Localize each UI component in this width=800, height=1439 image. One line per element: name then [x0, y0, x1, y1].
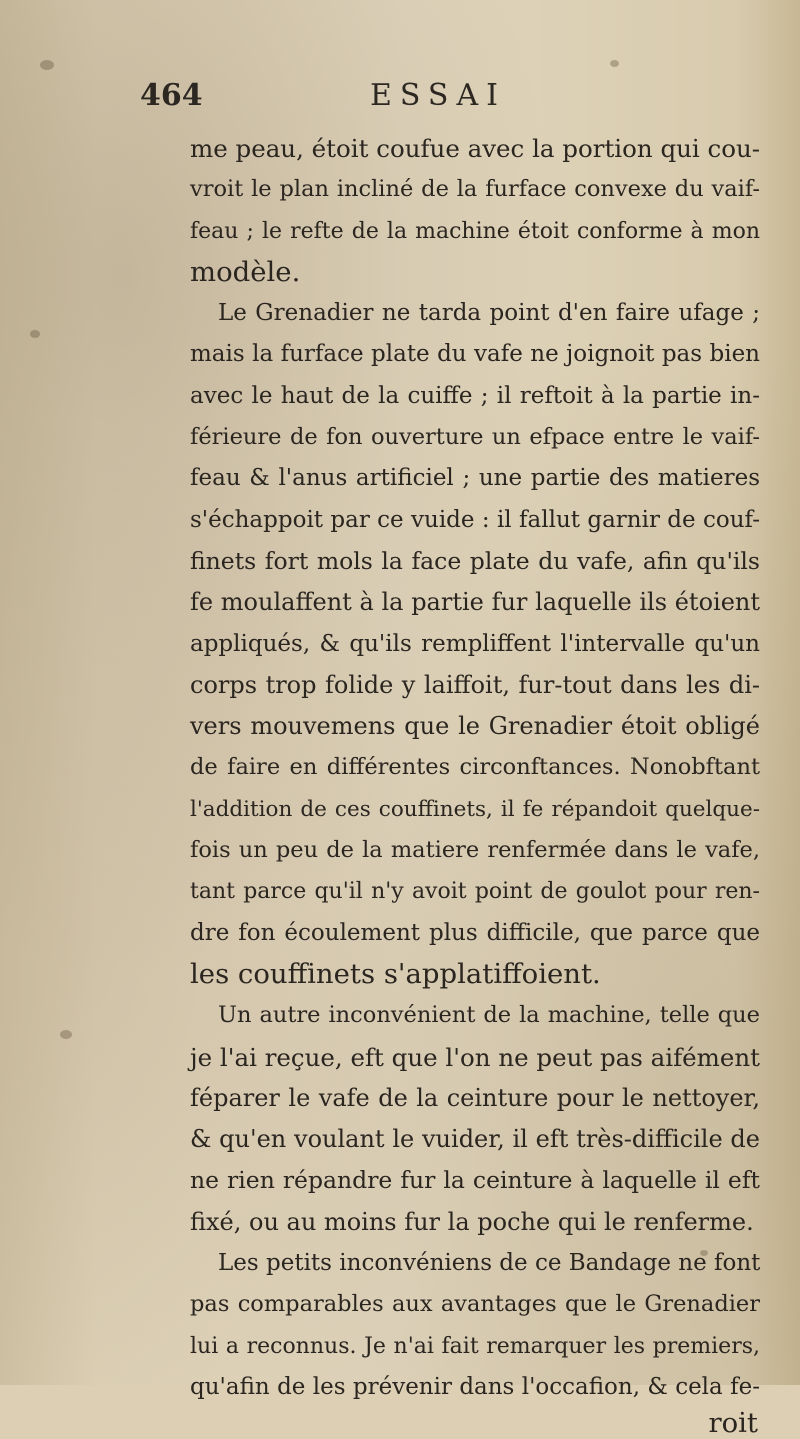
text-line: feau ; le refte de la machine étoit conforme à mon	[190, 218, 760, 244]
text-line: vroit le plan incliné de la furface convexe du vaif-	[190, 176, 760, 203]
foxing-spot	[40, 60, 54, 70]
foxing-spot	[30, 330, 40, 338]
text-line: mais la furface plate du vafe ne joignoit pas bien	[190, 341, 760, 368]
text-line: férieure de fon ouverture un efpace entre le vaif-	[190, 424, 760, 451]
text-line: modèle.	[190, 255, 301, 288]
text-line: tant parce qu'il n'y avoit point de goulot pour ren-	[190, 879, 760, 905]
text-line: pas comparables aux avantages que le Grenadier	[190, 1291, 760, 1318]
text-line: je l'ai reçue, eft que l'on ne peut pas aifément	[190, 1042, 760, 1072]
text-line: féparer le vafe de la ceinture pour le nettoyer,	[190, 1083, 760, 1112]
text-line: feau & l'anus artificiel ; une partie des matieres	[190, 465, 760, 492]
foxing-spot	[610, 60, 619, 67]
text-line: avec le haut de la cuiffe ; il reftoit à la partie in-	[190, 382, 760, 409]
text-line: corps trop folide y laiffoit, fur-tout dans les di-	[190, 670, 760, 699]
text-line: l'addition de ces couffinets, il fe répandoit quelque-	[190, 796, 760, 822]
text-line: dre fon écoulement plus difficile, que parce que	[190, 919, 760, 946]
paragraph-start-line: Un autre inconvénient de la machine, telle que	[218, 1002, 760, 1029]
text-line: qu'afin de les prévenir dans l'occafion, & cela fe-	[190, 1373, 760, 1400]
page-header	[140, 78, 760, 126]
catchword: roit	[708, 1407, 758, 1439]
text-line: fois un peu de la matiere renfermée dans le vafe,	[190, 837, 760, 864]
running-head: ESSAI	[370, 78, 506, 113]
text-line: me peau, étoit coufue avec la portion qui cou-	[190, 134, 761, 163]
text-line: fixé, ou au moins fur la poche qui le renferme.	[190, 1207, 754, 1236]
text-line: de faire en différentes circonftances. Nonobftant	[190, 754, 760, 781]
paragraph-start-line: Le Grenadier ne tarda point d'en faire ufage ;	[218, 300, 760, 327]
text-line: fe moulaffent à la partie fur laquelle ils étoient	[190, 588, 760, 617]
page-number: 464	[140, 78, 203, 113]
text-line: & qu'en voulant le vuider, il eft très-difficile de	[190, 1125, 760, 1154]
text-line: s'échappoit par ce vuide : il fallut garnir de couf-	[190, 506, 760, 533]
text-line: finets fort mols la face plate du vafe, afin qu'ils	[190, 546, 760, 575]
paragraph-start-line: Les petits inconvéniens de ce Bandage ne font	[218, 1250, 761, 1277]
text-line: vers mouvemens que le Grenadier étoit obligé	[190, 712, 760, 741]
body-text	[190, 128, 760, 1438]
text-line: les couffinets s'applatiffoient.	[190, 957, 601, 990]
foxing-spot	[60, 1030, 72, 1039]
text-line: ne rien répandre fur la ceinture à laquelle il eft	[190, 1166, 760, 1195]
text-line: lui a reconnus. Je n'ai fait remarquer les premiers,	[190, 1333, 760, 1359]
text-line: appliqués, & qu'ils rempliffent l'intervalle qu'un	[190, 630, 760, 657]
